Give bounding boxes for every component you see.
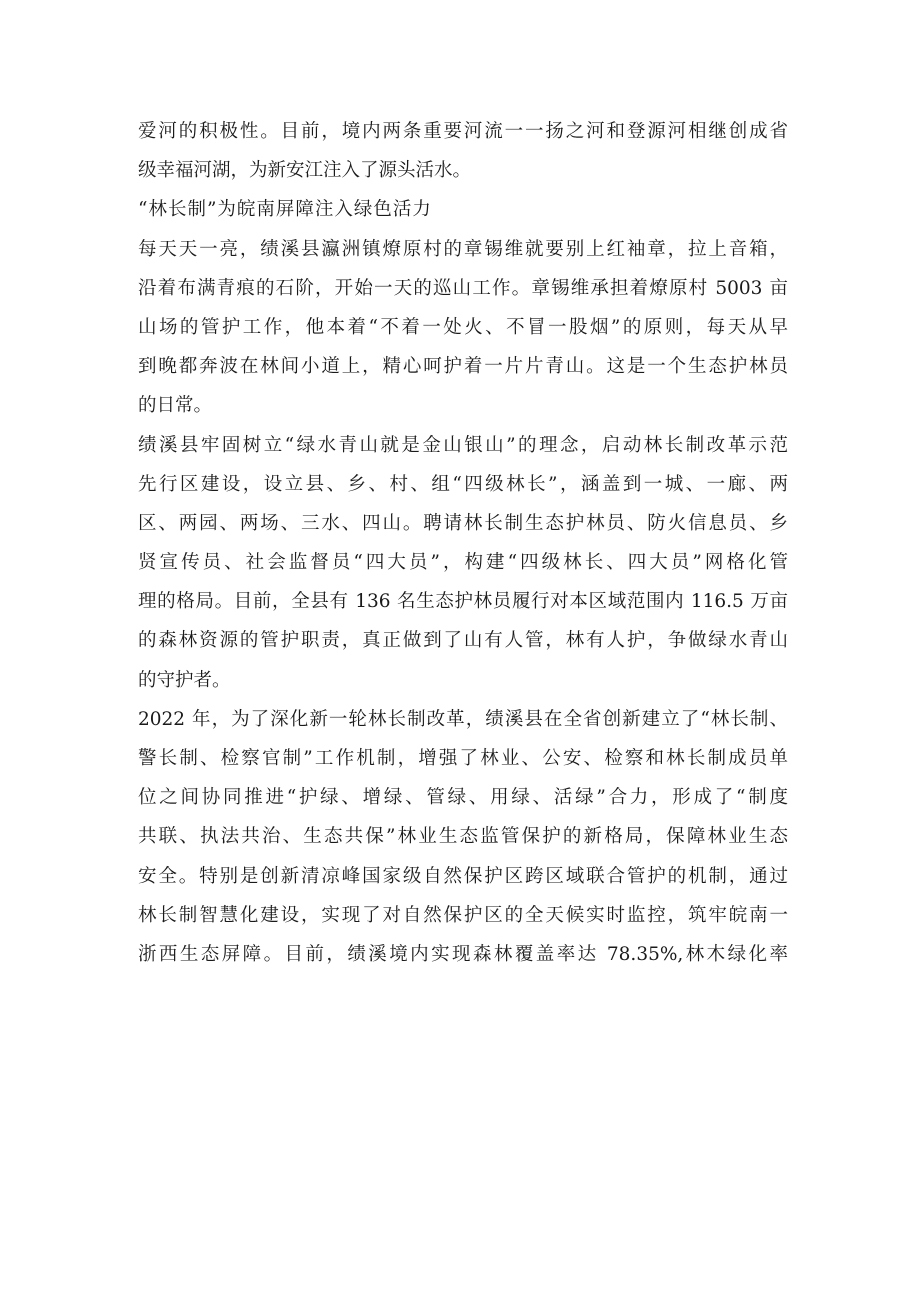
text-line: 贤宣传员、社会监督员“四大员”，构建“四级林长、四大员”网格化管 xyxy=(138,552,788,574)
text-line: 的森林资源的管护职责，真正做到了山有人管，林有人护，争做绿水青山 xyxy=(138,630,788,652)
section-heading-forest-chief xyxy=(138,190,788,229)
text-line: 区、两园、两场、三水、四山。聘请林长制生态护林员、防火信息员、乡 xyxy=(138,512,788,534)
text-line: 2022 年，为了深化新一轮林长制改革，绩溪县在全省创新建立了“林长制、 xyxy=(138,708,788,730)
document-body xyxy=(138,112,788,974)
text-line: 级幸福河湖，为新安江注入了源头活水。 xyxy=(138,160,472,182)
paragraph-patrol xyxy=(138,230,788,426)
text-line: 警长制、检察官制”工作机制，增强了林业、公安、检察和林长制成员单 xyxy=(138,748,788,769)
text-line: 沿着布满青痕的石阶，开始一天的巡山工作。章锡维承担着燎原村 5003 亩 xyxy=(138,277,788,299)
paragraph-rivers xyxy=(138,112,788,190)
text-line: 爱河的积极性。目前，境内两条重要河流一一扬之河和登源河相继创成省 xyxy=(138,121,788,142)
text-line: 每天天一亮，绩溪县瀛洲镇燎原村的章锡维就要别上红袖章，拉上音箱， xyxy=(138,238,788,260)
text-line: 的日常。 xyxy=(138,395,213,417)
text-line: 浙西生态屏障。目前，绩溪境内实现森林覆盖率达 78.35%,林木绿化率 xyxy=(138,943,788,965)
text-line: 的守护者。 xyxy=(138,669,231,691)
text-line: 理的格局。目前，全县有 136 名生态护林员履行对本区域范围内 116.5 万亩 xyxy=(138,591,788,613)
text-line: 到晚都奔波在林间小道上，精心呵护着一片片青山。这是一个生态护林员 xyxy=(138,356,788,378)
paragraph-2022 xyxy=(138,700,788,974)
text-line: 先行区建设，设立县、乡、村、组“四级林长”，涵盖到一城、一廊、两 xyxy=(138,473,788,495)
text-line: 共联、执法共治、生态共保”林业生态监管保护的新格局，保障林业生态 xyxy=(138,826,788,848)
paragraph-reform xyxy=(138,426,788,700)
text-line: 林长制智慧化建设，实现了对自然保护区的全天候实时监控，筑牢皖南一 xyxy=(138,904,788,926)
text-line: 安全。特别是创新清凉峰国家级自然保护区跨区域联合管护的机制，通过 xyxy=(138,865,788,887)
text-line: 绩溪县牢固树立“绿水青山就是金山银山”的理念，启动林长制改革示范 xyxy=(138,434,788,456)
section-heading: “林长制”为皖南屏障注入绿色活力 xyxy=(138,199,432,221)
text-line: 山场的管护工作，他本着“不着一处火、不冒一股烟”的原则，每天从早 xyxy=(138,316,788,338)
text-line: 位之间协同推进“护绿、增绿、管绿、用绿、活绿”合力，形成了“制度 xyxy=(138,787,788,809)
